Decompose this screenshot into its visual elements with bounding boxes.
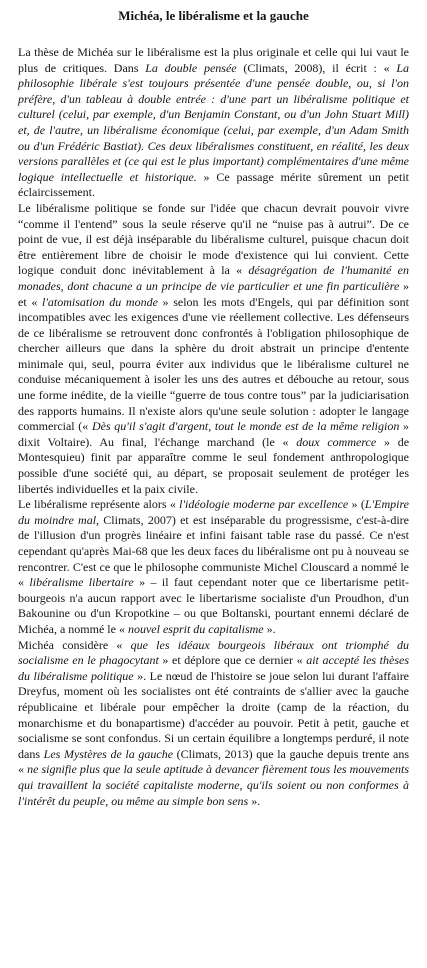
italic-text: libéralisme libertaire — [29, 575, 134, 590]
italic-text: ait accepté les thèses du libéralisme politique — [18, 653, 409, 683]
text-run: » selon les mots d'Engels, qui par définition sont incompatibles avec les exigences d'une vie réellement collective. Les défenseurs de ce libéralisme se retrouvent donc confrontés à l'obligation philosophique de chercher ailleurs que dans la sphère du droit abstrait un principe d'entente minimale qui, seul, pourra éviter aux individus que le libéralisme culturel ne conduise mécaniquement à isoler les uns des autres et débouche au retour, sous une forme inédite, de la vieille “guerre de tous contre tous” par la judiciarisation des rapports humains. Il n'existe alors qu'une seule solution : adopter le langage commercial (« — [18, 294, 409, 434]
italic-text: l'atomisation du monde — [42, 294, 158, 309]
italic-text: La double pensée — [145, 60, 237, 75]
italic-text: doux commerce — [296, 434, 377, 449]
italic-text: La philosophie libérale s'est toujours présentée d'une pensée double, ou, si l'on préfère, d'un tableau à double entrée : d'une part un libéralisme politique et culturel (celui, par exemple, d'un Benjamin Constant, ou d'un John Stuart Mill) et, de l'autre, un libéralisme économique (celui, par exemple, d'un Adam Smith ou d'un Frédéric Bastiat). Ces deux libéralismes constituent, en réalité, les deux versions parallèles et (ce qui est le plus important) complémentaires d'une même logique intellectuelle et historique. — [18, 60, 410, 184]
text-run: » Ce passage mérite sûrement un petit éclaircissement. — [18, 169, 409, 200]
text-run: La thèse de Michéa sur le libéralisme est la plus originale et celle qui lui vaut le plus de critiques. Dans — [18, 45, 409, 75]
text-run: ». — [263, 621, 276, 636]
italic-text: L'Empire du moindre mal — [18, 497, 409, 527]
paragraph — [18, 638, 409, 810]
text-run: » dixit Voltaire). Au final, l'échange marchand (le « — [18, 419, 410, 449]
text-run: » et « — [18, 278, 410, 309]
text-run: Le libéralisme politique se fonde sur l'idée que chacun devrait pouvoir vivre “comme il l'entend” sous la seule réserve qu'il ne “nuise pas à autrui”. De ce point de vue, il est déjà inséparable du libéralisme culturel, puisque chacun doit être entièrement libre de choisir le mode d'existence qui lui convient. Cette logique conduit donc inévitablement à la « — [18, 200, 409, 278]
text-run: ». — [248, 793, 261, 808]
italic-text: Les Mystères de la gauche — [43, 746, 174, 761]
italic-text: l'idéologie moderne par excellence — [179, 497, 349, 512]
text-run: ». Le nœud de l'histoire se joue selon lui durant l'affaire Dreyfus, moment où les socialistes ont été contraints de s'allier avec la gauche républicaine et libérale pour empêcher la droite (camp de la réaction, du monarchisme et du bonapartisme) d'accéder au pouvoir. Petit à petit, gauche et socialisme se sont confondus. Si un certain équilibre a longtemps perduré, il note dans — [18, 668, 410, 761]
italic-text: ne signifie plus que la seule aptitude à devancer fièrement tous les mouvements qui travaillent la société capitaliste moderne, qu'ils soient ou non conformes à l'intérêt du peuple, ou même au simple bon sens — [18, 762, 409, 808]
text-run: » ( — [348, 497, 365, 512]
text-run: Le libéralisme représente alors « — [18, 497, 180, 512]
text-run: » – il faut cependant noter que ce libertarisme petit-bourgeois n'a aucun rapport avec le libertarisme socialiste d'un Proudhon, d'un Bakounine ou d'un Kropotkine – ou que Boltanski, pourtant ennemi déclaré de Michéa, a nommé le « — [18, 575, 409, 636]
paragraph — [18, 45, 409, 201]
article-body — [18, 45, 409, 809]
text-run: (Climats, 2013) que la gauche depuis trente ans « — [18, 746, 410, 777]
italic-text: que les idéaux bourgeois libéraux ont triomphé du socialisme en le phagocytant — [18, 637, 409, 668]
italic-text: désagrégation de l'humanité en monades, dont chacune a un principe de vie particulier et une fin particulière — [18, 263, 410, 293]
text-run: , Climats, 2007) et est inséparable du progressisme, c'est-à-dire de l'illusion d'un progrès linéaire et infini faisant table rase du passé. Ce n'est cependant qu'après Mai-68 que les deux faces du libéralisme ont pu à nouveau se rencontrer. C'est ce que le philosophe communiste Michel Clouscard a nommé le « — [18, 512, 409, 590]
text-run: » et déplore que ce dernier « — [158, 653, 307, 668]
article-title: Michéa, le libéralisme et la gauche — [118, 8, 309, 23]
paragraph — [18, 497, 409, 637]
text-run: Michéa considère « — [18, 637, 131, 652]
paragraph — [18, 201, 409, 497]
text-run: » de Montesquieu) finit par apparaître comme le seul fondement anthropologique possible d'une société qui, au départ, se proposait seulement de protéger les libertés individuelles et la paix civile. — [18, 434, 410, 496]
italic-text: Dès qu'il s'agit d'argent, tout le monde est de la même religion — [91, 419, 400, 434]
text-run: (Climats, 2008), il écrit : « — [236, 60, 397, 75]
italic-text: nouvel esprit du capitalisme — [127, 621, 264, 636]
